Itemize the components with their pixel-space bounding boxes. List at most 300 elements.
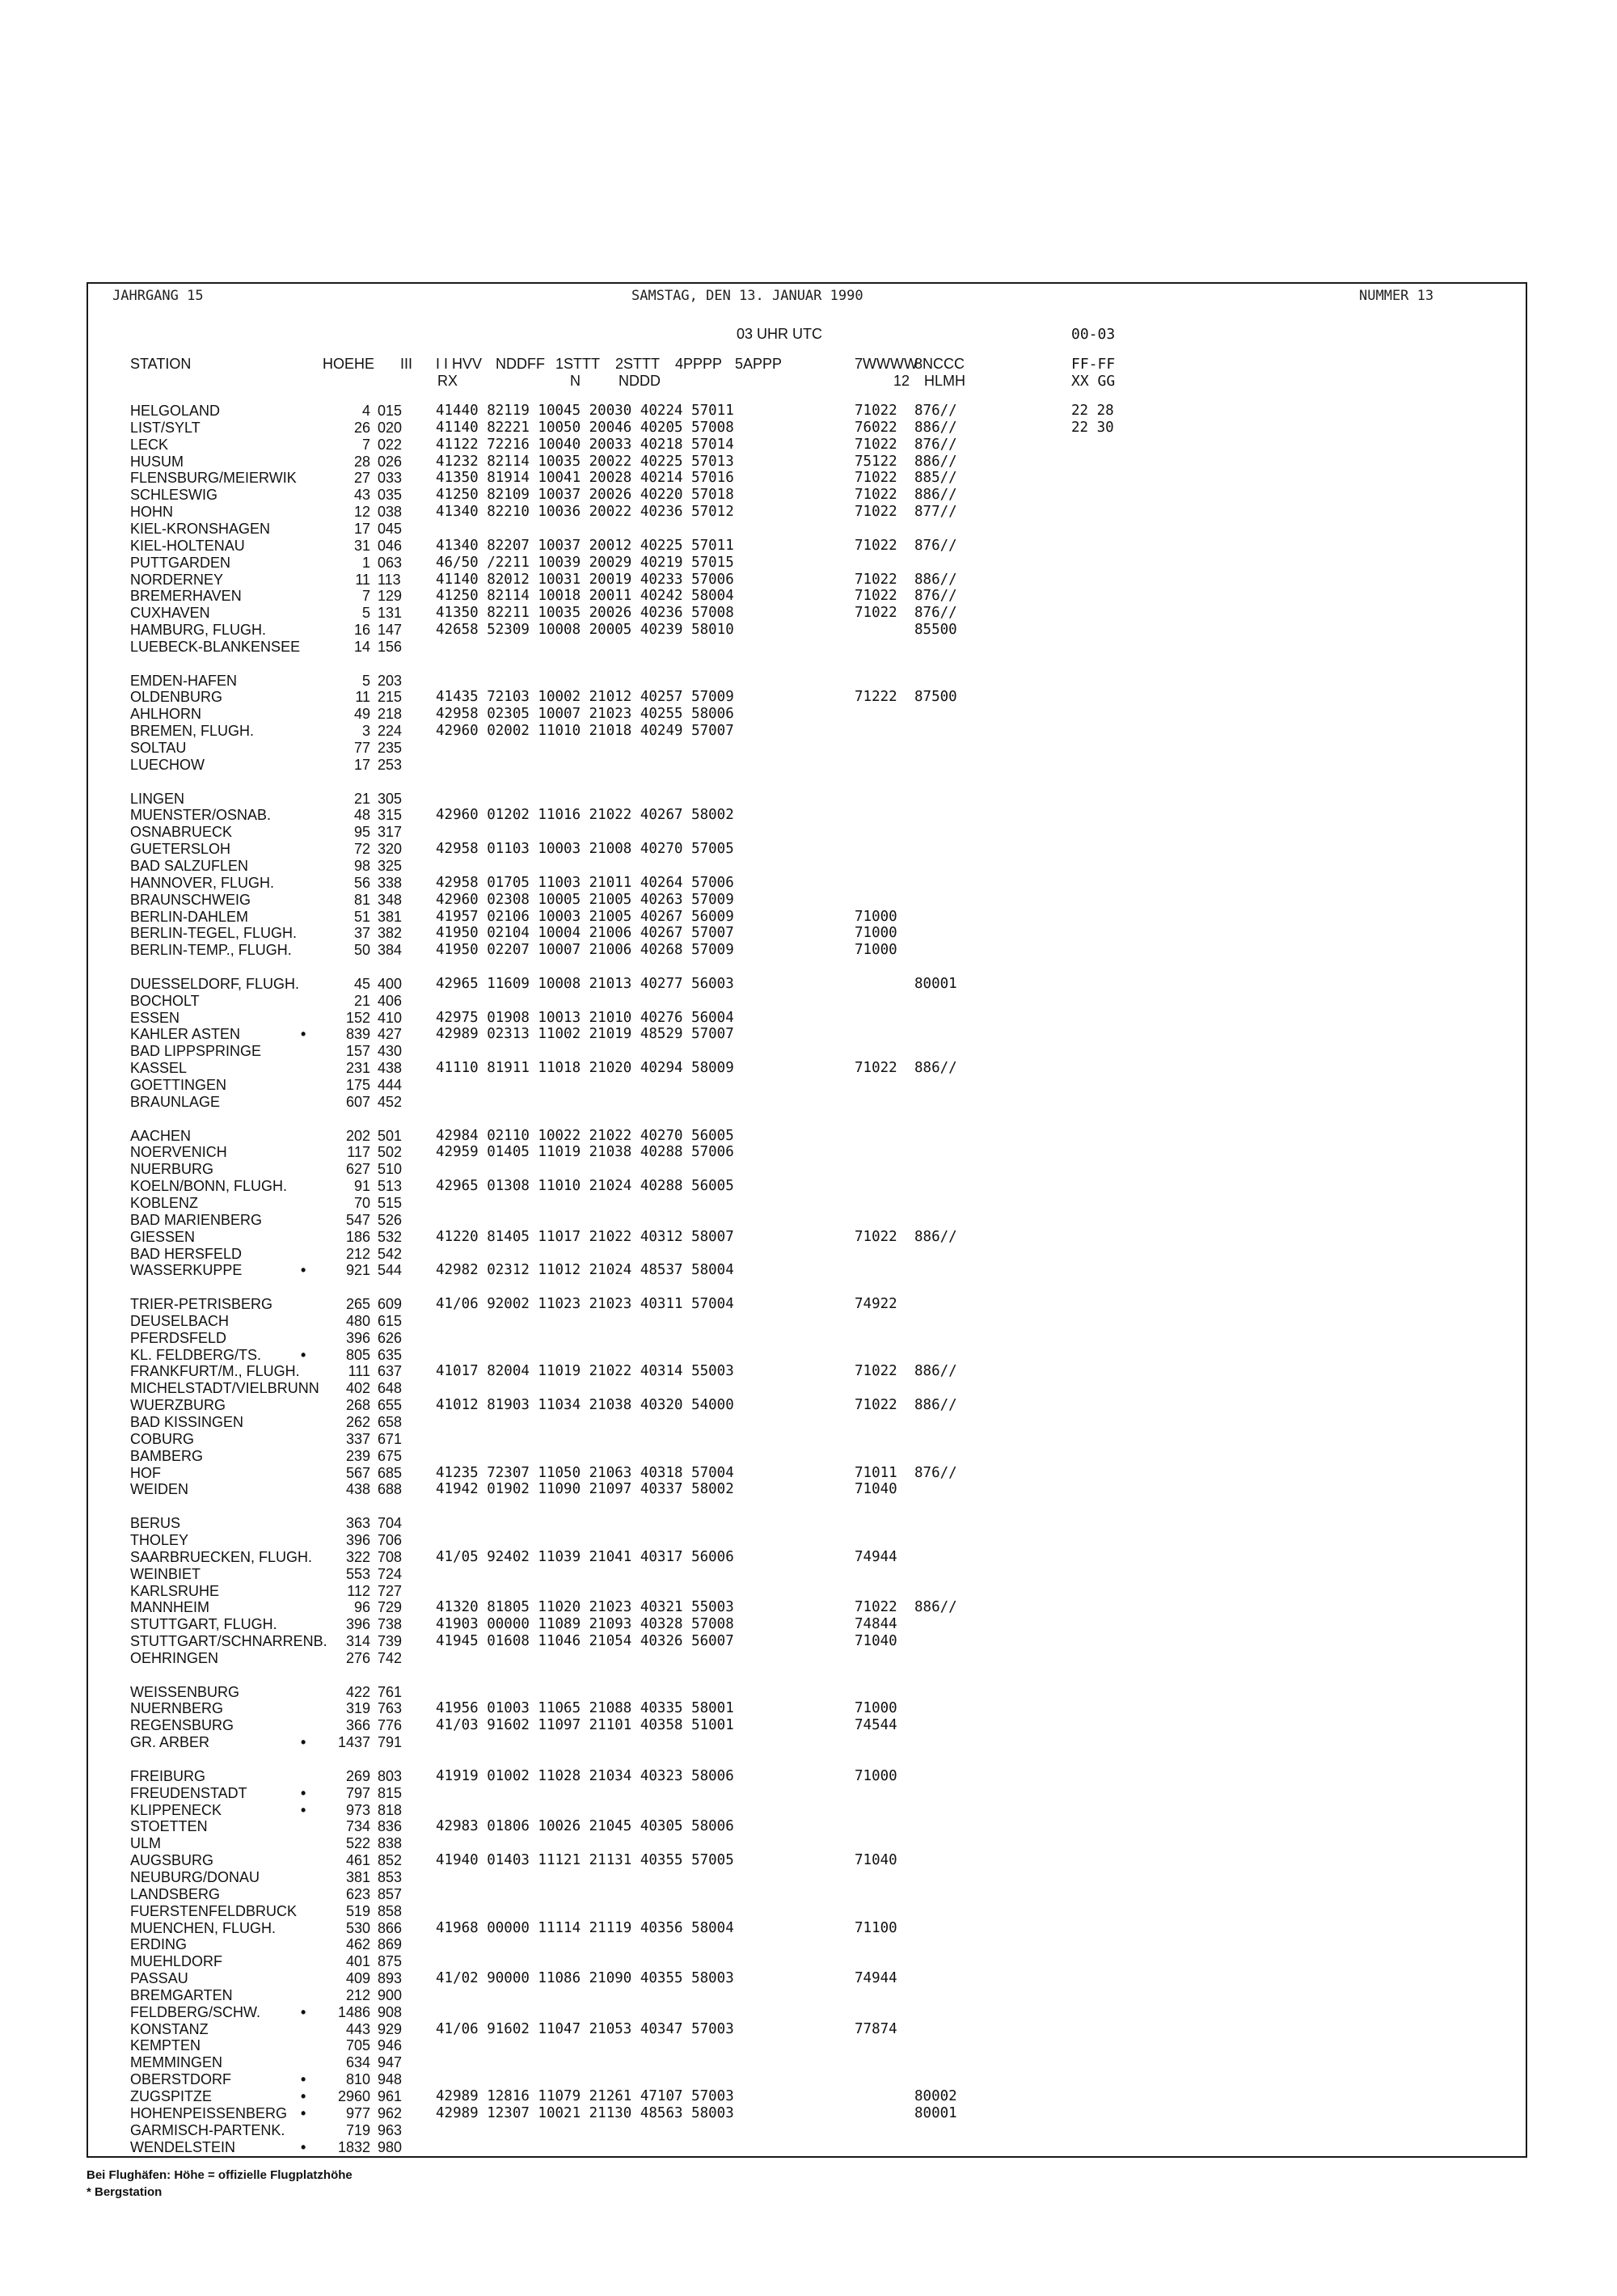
synop-groups: 41968 00000 11114 21119 40356 58004 <box>436 1919 734 1936</box>
station-index: 875 <box>378 1953 403 1970</box>
table-row <box>88 1465 1526 1482</box>
station-name: SCHLESWIG <box>130 487 218 504</box>
station-index: 948 <box>378 2071 403 2088</box>
station-height: 11 <box>355 571 370 588</box>
synop-groups: 41122 72216 10040 20033 40218 57014 <box>436 436 734 453</box>
station-name: NORDERNEY <box>130 571 224 588</box>
synop-groups: 42989 12307 10021 21130 48563 58003 <box>436 2104 734 2121</box>
station-name: KIEL-KRONSHAGEN <box>130 520 271 537</box>
station-name: LIST/SYLT <box>130 419 201 436</box>
station-height: 567 <box>345 1464 370 1481</box>
station-name: PASSAU <box>130 1970 188 1987</box>
synop-groups: 42965 01308 11010 21024 40288 56005 <box>436 1178 734 1195</box>
table-row <box>88 1785 1526 1802</box>
station-index: 803 <box>378 1767 403 1784</box>
station-name: BAD KISSINGEN <box>130 1414 244 1430</box>
station-height: 627 <box>345 1161 370 1178</box>
station-name: AUGSBURG <box>130 1852 214 1869</box>
station-name: HAMBURG, FLUGH. <box>130 622 267 639</box>
table-row <box>88 639 1526 656</box>
station-index: 038 <box>378 504 403 521</box>
table-row <box>88 689 1526 706</box>
station-index: 857 <box>378 1885 403 1902</box>
station-name: WUERZBURG <box>130 1397 226 1414</box>
station-name: FUERSTENFELDBRUCK <box>130 1902 298 1919</box>
table-row <box>88 1414 1526 1431</box>
table-row <box>88 1987 1526 2004</box>
table-row <box>88 1026 1526 1043</box>
table-row <box>88 976 1526 993</box>
station-name: HANNOVER, FLUGH. <box>130 874 275 891</box>
weather-group: 71022 <box>855 1599 897 1616</box>
station-index: 156 <box>378 638 403 655</box>
table-row <box>88 1431 1526 1448</box>
synop-groups: 41957 02106 10003 21005 40267 56009 <box>436 908 734 925</box>
weather-group: 71040 <box>855 1481 897 1498</box>
station-index: 320 <box>378 841 403 858</box>
station-name: WENDELSTEIN <box>130 2138 236 2155</box>
station-index: 203 <box>378 672 403 689</box>
station-height: 480 <box>345 1312 370 1329</box>
synop-groups: 41140 82012 10031 20019 40233 57006 <box>436 571 734 588</box>
station-index: 410 <box>378 1009 403 1026</box>
synop-groups: 41012 81903 11034 21038 40320 54000 <box>436 1397 734 1414</box>
col-g3-sub: N <box>570 373 581 389</box>
synop-groups: 41945 01608 11046 21054 40326 56007 <box>436 1633 734 1650</box>
station-name: OLDENBURG <box>130 689 223 706</box>
synop-groups: 41320 81805 11020 21023 40321 55003 <box>436 1599 734 1616</box>
station-index: 526 <box>378 1211 403 1228</box>
table-row <box>88 1128 1526 1145</box>
weather-group: 71022 <box>855 470 897 487</box>
table-row <box>88 2139 1526 2156</box>
table-row <box>88 1380 1526 1397</box>
cloud-group: 876// <box>914 436 957 453</box>
weather-group: 71040 <box>855 1633 897 1650</box>
station-height: 111 <box>348 1363 370 1380</box>
table-spacer-row <box>88 656 1526 673</box>
table-row <box>88 622 1526 639</box>
table-row <box>88 572 1526 589</box>
station-index: 444 <box>378 1077 403 1093</box>
synop-groups: 41235 72307 11050 21063 40318 57004 <box>436 1464 734 1481</box>
table-row <box>88 1010 1526 1027</box>
synop-groups: 41340 82210 10036 20022 40236 57012 <box>436 504 734 521</box>
station-height: 175 <box>345 1077 370 1093</box>
station-name: GARMISCH-PARTENK. <box>130 2121 285 2138</box>
station-index: 438 <box>378 1060 403 1077</box>
cloud-group: 886// <box>914 1228 957 1245</box>
synop-groups: 41/05 92402 11039 21041 40317 56006 <box>436 1548 734 1565</box>
volume-label: JAHRGANG 15 <box>112 288 204 304</box>
table-row <box>88 521 1526 538</box>
station-height: 70 <box>353 1194 370 1211</box>
table-row <box>88 1549 1526 1566</box>
station-index: 325 <box>378 857 403 874</box>
station-name: EMDEN-HAFEN <box>130 672 238 689</box>
table-row <box>88 1583 1526 1600</box>
station-index: 738 <box>378 1616 403 1633</box>
station-name: NUERNBERG <box>130 1700 224 1717</box>
station-height: 21 <box>353 992 370 1009</box>
station-name: MEMMINGEN <box>130 2054 222 2071</box>
station-name: HOHENPEISSENBERG <box>130 2104 288 2121</box>
station-name: BAD HERSFELD <box>130 1245 243 1262</box>
synop-groups: 41440 82119 10045 20030 40224 57011 <box>436 403 734 419</box>
station-index: 609 <box>378 1296 403 1313</box>
station-name: PUTTGARDEN <box>130 554 231 571</box>
synop-groups: 41/02 90000 11086 21090 40355 58003 <box>436 1970 734 1987</box>
station-index: 218 <box>378 706 403 723</box>
synop-groups: 41250 82109 10037 20026 40220 57018 <box>436 487 734 504</box>
station-name: BRAUNSCHWEIG <box>130 891 251 908</box>
synop-groups: 42959 01405 11019 21038 40288 57006 <box>436 1144 734 1161</box>
weather-group: 71022 <box>855 537 897 554</box>
station-name: BERUS <box>130 1515 181 1532</box>
station-index: 046 <box>378 537 403 554</box>
station-index: 015 <box>378 403 403 419</box>
table-row <box>88 1684 1526 1701</box>
mountain-station-marker: • <box>301 1784 306 1801</box>
station-name: GIESSEN <box>130 1228 196 1245</box>
synop-groups: 41435 72103 10002 21012 40257 57009 <box>436 689 734 706</box>
station-height: 797 <box>345 1784 370 1801</box>
station-index: 129 <box>378 588 403 605</box>
station-name: KIEL-HOLTENAU <box>130 537 245 554</box>
table-row <box>88 403 1526 420</box>
synop-groups: 41340 82207 10037 20012 40225 57011 <box>436 537 734 554</box>
table-row <box>88 1347 1526 1364</box>
weather-group: 71000 <box>855 925 897 942</box>
station-name: BERLIN-DAHLEM <box>130 908 249 925</box>
synop-groups: 42989 12816 11079 21261 47107 57003 <box>436 2088 734 2104</box>
station-height: 973 <box>345 1801 370 1818</box>
table-row <box>88 1229 1526 1246</box>
table-row <box>88 1262 1526 1279</box>
station-height: 50 <box>353 942 370 959</box>
station-name: HOHN <box>130 504 173 521</box>
station-name: CUXHAVEN <box>130 605 210 622</box>
station-height: 43 <box>353 487 370 504</box>
station-height: 16 <box>353 622 370 639</box>
mountain-station-marker: • <box>301 1801 306 1818</box>
station-height: 1832 <box>337 2138 370 2155</box>
station-height: 623 <box>345 1885 370 1902</box>
station-index: 382 <box>378 925 403 942</box>
table-row <box>88 2122 1526 2139</box>
synop-groups: 41950 02207 10007 21006 40268 57009 <box>436 942 734 959</box>
synop-groups: 42958 01103 10003 21008 40270 57005 <box>436 841 734 858</box>
col-g2: NDDFF <box>496 356 545 372</box>
table-row <box>88 1144 1526 1161</box>
table-row <box>88 807 1526 824</box>
cloud-group: 85500 <box>914 622 957 639</box>
mountain-station-marker: • <box>301 2003 306 2020</box>
station-index: 615 <box>378 1312 403 1329</box>
station-name: BAD SALZUFLEN <box>130 857 249 874</box>
station-index: 763 <box>378 1700 403 1717</box>
cloud-group: 886// <box>914 1397 957 1414</box>
cloud-group: 876// <box>914 1464 957 1481</box>
cloud-group: 876// <box>914 605 957 622</box>
station-height: 91 <box>353 1178 370 1195</box>
station-height: 319 <box>345 1700 370 1717</box>
station-index: 430 <box>378 1043 403 1060</box>
mountain-station-marker: • <box>301 1262 306 1279</box>
station-height: 21 <box>353 790 370 807</box>
station-name: HOF <box>130 1464 161 1481</box>
station-height: 366 <box>345 1717 370 1734</box>
synop-groups: 41/06 92002 11023 21023 40311 57004 <box>436 1296 734 1313</box>
station-name: LINGEN <box>130 790 185 807</box>
station-index: 791 <box>378 1734 403 1751</box>
station-index: 026 <box>378 453 403 470</box>
table-row <box>88 1768 1526 1785</box>
station-name: NEUBURG/DONAU <box>130 1868 260 1885</box>
station-index: 818 <box>378 1801 403 1818</box>
station-index: 836 <box>378 1818 403 1835</box>
station-name: MUENCHEN, FLUGH. <box>130 1919 277 1936</box>
table-row <box>88 1330 1526 1347</box>
table-row <box>88 1616 1526 1633</box>
table-row <box>88 605 1526 622</box>
station-name: LANDSBERG <box>130 1885 221 1902</box>
synop-groups: 41017 82004 11019 21022 40314 55003 <box>436 1363 734 1380</box>
synop-groups: 42960 02308 10005 21005 40263 57009 <box>436 891 734 908</box>
station-index: 761 <box>378 1683 403 1700</box>
table-row <box>88 1212 1526 1229</box>
station-name: ESSEN <box>130 1009 180 1026</box>
station-height: 72 <box>353 841 370 858</box>
station-index: 338 <box>378 874 403 891</box>
col-g7-sub: 12 <box>893 373 910 389</box>
station-index: 515 <box>378 1194 403 1211</box>
table-spacer-row <box>88 774 1526 791</box>
station-name: KAHLER ASTEN <box>130 1026 241 1043</box>
station-height: 1486 <box>337 2003 370 2020</box>
weather-group: 76022 <box>855 419 897 436</box>
station-name: MUEHLDORF <box>130 1953 223 1970</box>
mountain-station-marker: • <box>301 2104 306 2121</box>
station-height: 805 <box>345 1346 370 1363</box>
weather-group: 77874 <box>855 2020 897 2037</box>
station-index: 045 <box>378 520 403 537</box>
station-name: NOERVENICH <box>130 1144 227 1161</box>
station-height: 381 <box>345 1868 370 1885</box>
station-name: BREMGARTEN <box>130 1986 233 2003</box>
table-row <box>88 437 1526 454</box>
station-height: 634 <box>345 2054 370 2071</box>
station-height: 1 <box>361 554 370 571</box>
table-row <box>88 909 1526 926</box>
synop-groups: 41220 81405 11017 21022 40312 58007 <box>436 1228 734 1245</box>
weather-group: 71000 <box>855 908 897 925</box>
cloud-group: 876// <box>914 403 957 419</box>
weather-group: 74544 <box>855 1717 897 1734</box>
station-height: 98 <box>353 857 370 874</box>
station-name: TRIER-PETRISBERG <box>130 1296 273 1313</box>
station-index: 853 <box>378 1868 403 1885</box>
weather-group: 71222 <box>855 689 897 706</box>
station-index: 400 <box>378 975 403 992</box>
station-name: KASSEL <box>130 1060 188 1077</box>
station-index: 215 <box>378 689 403 706</box>
table-row <box>88 1313 1526 1330</box>
table-row <box>88 1094 1526 1111</box>
station-index: 704 <box>378 1515 403 1532</box>
station-index: 908 <box>378 2003 403 2020</box>
station-index: 381 <box>378 908 403 925</box>
table-row <box>88 1515 1526 1532</box>
station-name: KEMPTEN <box>130 2037 201 2054</box>
station-name: KOELN/BONN, FLUGH. <box>130 1178 288 1195</box>
station-name: DEUSELBACH <box>130 1312 230 1329</box>
station-index: 348 <box>378 891 403 908</box>
col-station: STATION <box>130 356 192 372</box>
station-index: 253 <box>378 756 403 773</box>
station-index: 893 <box>378 1970 403 1987</box>
station-height: 409 <box>345 1970 370 1987</box>
table-row <box>88 942 1526 959</box>
col-g3: 1STTT <box>555 356 601 372</box>
cloud-group: 886// <box>914 453 957 470</box>
station-height: 396 <box>345 1531 370 1548</box>
station-name: PFERDSFELD <box>130 1329 227 1346</box>
table-spacer-row <box>88 1498 1526 1515</box>
station-name: BRAUNLAGE <box>130 1093 221 1110</box>
station-name: STUTTGART, FLUGH. <box>130 1616 277 1633</box>
station-index: 384 <box>378 942 403 959</box>
station-height: 202 <box>345 1127 370 1144</box>
station-name: FREIBURG <box>130 1767 206 1784</box>
station-index: 501 <box>378 1127 403 1144</box>
col-g1-sub: RX <box>437 373 458 389</box>
station-index: 315 <box>378 807 403 824</box>
weather-group: 71100 <box>855 1919 897 1936</box>
station-height: 81 <box>353 891 370 908</box>
table-row <box>88 1532 1526 1549</box>
mountain-station-marker: • <box>301 2088 306 2104</box>
station-height: 96 <box>353 1599 370 1616</box>
table-row <box>88 1397 1526 1414</box>
station-name: SAARBRUECKEN, FLUGH. <box>130 1548 313 1565</box>
station-index: 637 <box>378 1363 403 1380</box>
station-height: 5 <box>361 605 370 622</box>
station-index: 544 <box>378 1262 403 1279</box>
station-index: 147 <box>378 622 403 639</box>
table-row <box>88 504 1526 521</box>
table-row <box>88 1246 1526 1263</box>
station-height: 17 <box>353 756 370 773</box>
station-index: 532 <box>378 1228 403 1245</box>
station-index: 947 <box>378 2054 403 2071</box>
station-index: 648 <box>378 1380 403 1397</box>
station-index: 776 <box>378 1717 403 1734</box>
col-g5: 4PPPP <box>675 356 723 372</box>
station-height: 28 <box>353 453 370 470</box>
station-index: 502 <box>378 1144 403 1161</box>
synop-groups: 41942 01902 11090 21097 40337 58002 <box>436 1481 734 1498</box>
station-height: 37 <box>353 925 370 942</box>
station-name: KOBLENZ <box>130 1194 199 1211</box>
synop-groups: 41350 82211 10035 20026 40236 57008 <box>436 605 734 622</box>
table-row <box>88 1852 1526 1869</box>
station-height: 112 <box>347 1582 370 1599</box>
table-row <box>88 1970 1526 1987</box>
station-name: NUERBURG <box>130 1161 214 1178</box>
station-name: FRANKFURT/M., FLUGH. <box>130 1363 300 1380</box>
station-height: 26 <box>353 419 370 436</box>
table-row <box>88 824 1526 841</box>
cloud-group: 885// <box>914 470 957 487</box>
table-spacer-row <box>88 1667 1526 1684</box>
station-index: 235 <box>378 740 403 756</box>
table-row <box>88 1599 1526 1616</box>
table-row <box>88 555 1526 572</box>
synop-groups: 41956 01003 11065 21088 40335 58001 <box>436 1700 734 1717</box>
station-height: 363 <box>345 1515 370 1532</box>
station-index: 020 <box>378 419 403 436</box>
table-row <box>88 1920 1526 1937</box>
table-row <box>88 1195 1526 1212</box>
station-height: 17 <box>353 520 370 537</box>
table-row <box>88 740 1526 757</box>
table-row <box>88 1060 1526 1077</box>
station-height: 530 <box>345 1919 370 1936</box>
table-row <box>88 454 1526 471</box>
weather-group: 74944 <box>855 1970 897 1987</box>
station-height: 31 <box>353 537 370 554</box>
cloud-group: 886// <box>914 1599 957 1616</box>
table-row <box>88 1296 1526 1313</box>
cloud-group: 886// <box>914 487 957 504</box>
weather-group: 71011 <box>855 1464 897 1481</box>
table-row <box>88 1903 1526 1920</box>
table-row <box>88 858 1526 875</box>
table-row <box>88 841 1526 858</box>
station-index: 685 <box>378 1464 403 1481</box>
table-row <box>88 1818 1526 1835</box>
synop-groups: 41919 01002 11028 21034 40323 58006 <box>436 1767 734 1784</box>
station-index: 729 <box>378 1599 403 1616</box>
synop-groups: 42658 52309 10008 20005 40239 58010 <box>436 622 734 639</box>
station-name: DUESSELDORF, FLUGH. <box>130 975 300 992</box>
station-height: 239 <box>345 1447 370 1464</box>
station-index: 427 <box>378 1026 403 1043</box>
station-name: MANNHEIM <box>130 1599 209 1616</box>
station-index: 852 <box>378 1852 403 1869</box>
station-height: 3 <box>361 723 370 740</box>
station-index: 727 <box>378 1582 403 1599</box>
station-index: 022 <box>378 436 403 453</box>
station-height: 95 <box>353 824 370 841</box>
issue-number: NUMMER 13 <box>1359 288 1434 304</box>
station-height: 438 <box>345 1481 370 1498</box>
station-height: 719 <box>345 2121 370 2138</box>
station-height: 519 <box>345 1902 370 1919</box>
station-name: FELDBERG/SCHW. <box>130 2003 261 2020</box>
station-name: AHLHORN <box>130 706 202 723</box>
table-row <box>88 1633 1526 1650</box>
station-index: 317 <box>378 824 403 841</box>
table-spacer-row <box>88 1279 1526 1296</box>
report-frame <box>87 282 1527 2158</box>
synop-groups: 41140 82221 10050 20046 40205 57008 <box>436 419 734 436</box>
cloud-group: 876// <box>914 537 957 554</box>
table-row <box>88 2088 1526 2105</box>
table-row <box>88 1043 1526 1060</box>
cloud-group: 886// <box>914 419 957 436</box>
